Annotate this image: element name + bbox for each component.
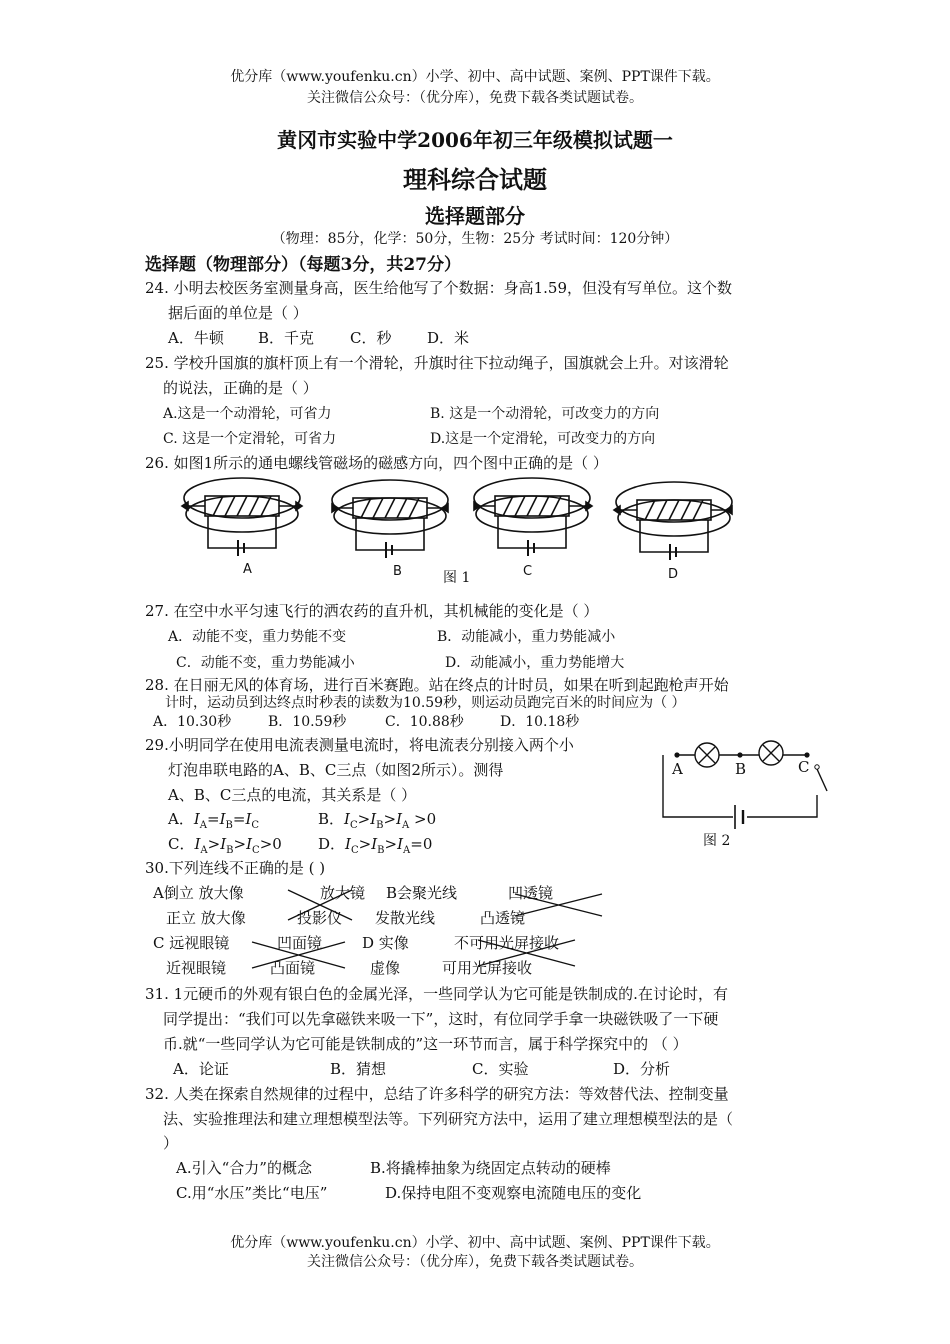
q29-option-b: B．$I_C>I_B>I_A >0$ [318, 810, 437, 831]
q28-option-c: C．10.88秒 [385, 714, 464, 730]
q32-line-2: 法、实验推理法和建立理想模型法等。下列研究方法中，运用了建立理想模型法的是（ [163, 1110, 734, 1128]
q24-line-2: 据后面的单位是（ ） [168, 304, 308, 322]
q32-option-a: A.引入“合力”的概念 [176, 1159, 312, 1177]
header-line-2: 关注微信公众号：（优分库），免费下载各类试题试卷。 [307, 90, 643, 106]
q30-r1-c: B会聚光线 [386, 884, 458, 902]
fig1-label-d: D [668, 567, 679, 582]
q31-option-c: C．实验 [472, 1060, 529, 1078]
q30-r2-d: 凸透镜 [480, 909, 526, 927]
q32-option-c: C.用“水压”类比“电压” [176, 1184, 328, 1202]
fig1-caption: 图 1 [443, 570, 471, 586]
q29-option-d: D．$I_C>I_B>I_A=0$ [318, 835, 433, 856]
q28-option-b: B．10.59秒 [268, 714, 347, 730]
q30-r1-d: 凹透镜 [508, 884, 554, 902]
q26-line-1: 26. 如图1所示的通电螺线管磁场的磁感方向，四个图中正确的是（ ） [145, 454, 608, 472]
q24-line-1: 24. 小明去校医务室测量身高，医生给他写了个数据：身高1.59，但没有写单位。这个数 [145, 279, 733, 297]
q27-option-c: C．动能不变，重力势能减小 [176, 655, 355, 671]
q29-line-1: 29.小明同学在使用电流表测量电流时，将电流表分别接入两个小 [145, 736, 574, 754]
q25-line-1: 25. 学校升国旗的旗杆顶上有一个滑轮，升旗时往下拉动绳子，国旗就会上升。对该滑轮 [145, 354, 729, 372]
q24-option-c: C．秒 [350, 329, 392, 347]
header-line-1: 优分库（www.youfenku.cn）小学、初中、高中试题、案例、PPT课件下载。 [230, 69, 720, 85]
q29-line-3: A、B、C三点的电流，其关系是（ ） [168, 786, 417, 804]
q29-option-c: C．$I_A>I_B>I_C>0$ [168, 835, 282, 856]
q27-line-1: 27. 在空中水平匀速飞行的洒农药的直升机，其机械能的变化是（ ） [145, 602, 599, 620]
q31-line-3: 币.就“一些同学认为它可能是铁制成的”这一环节而言，属于科学探究中的 （ ） [163, 1035, 688, 1053]
fig2-point-b: B [735, 760, 747, 778]
q30-r3-c: D 实像 [362, 934, 409, 952]
q31-line-2: 同学提出：“我们可以先拿磁铁来吸一下”，这时，有位同学手拿一块磁铁吸了一下硬 [163, 1010, 719, 1028]
fig2-point-c: C [798, 758, 810, 776]
q30-r1-a: A倒立 放大像 [153, 884, 244, 902]
q30-r2-c: 发散光线 [375, 909, 436, 927]
q29-option-a: A．$I_A=I_B=I_C$ [168, 810, 260, 831]
q27-option-d: D．动能减小，重力势能增大 [445, 655, 625, 671]
part-title: 选择题部分 [425, 204, 525, 228]
section-heading: 选择题（物理部分）（每题3分，共27分） [145, 255, 461, 275]
q27-option-b: B．动能减小，重力势能减小 [437, 629, 616, 645]
q32-option-d: D.保持电阻不变观察电流随电压的变化 [385, 1184, 642, 1202]
q30-r4-d: 可用光屏接收 [442, 959, 533, 977]
q30-line-1: 30.下列连线不正确的是 ( ) [145, 859, 326, 877]
q32-line-3: ） [163, 1134, 179, 1152]
footer-line-2: 关注微信公众号：（优分库），免费下载各类试题试卷。 [307, 1254, 643, 1270]
q28-option-d: D．10.18秒 [500, 714, 580, 730]
q30-r2-b: 投影仪 [297, 909, 343, 927]
q28-option-a: A．10.30秒 [153, 714, 232, 730]
q30-r2-a: 正立 放大像 [166, 909, 246, 927]
q29-line-2: 灯泡串联电路的A、B、C三点（如图2所示）。测得 [168, 761, 504, 779]
q30-r3-d: 不可用光屏接收 [454, 934, 560, 952]
fig1-label-c: C [523, 564, 533, 579]
q32-option-b: B.将撬棒抽象为绕固定点转动的硬棒 [370, 1159, 611, 1177]
q27-option-a: A．动能不变，重力势能不变 [168, 629, 347, 645]
q24-option-a: A．牛顿 [168, 329, 224, 347]
fig1-label-a: A [243, 562, 252, 577]
footer-line-1: 优分库（www.youfenku.cn）小学、初中、高中试题、案例、PPT课件下载。 [230, 1235, 720, 1251]
q32-line-1: 32. 人类在探索自然规律的过程中，总结了许多科学的研究方法：等效替代法、控制变量 [145, 1085, 729, 1103]
q31-option-d: D．分析 [613, 1060, 671, 1078]
q25-option-d: D.这是一个定滑轮，可改变力的方向 [430, 431, 656, 447]
q24-option-b: B．千克 [258, 329, 315, 347]
q31-option-a: A．论证 [173, 1060, 229, 1078]
q28-line-1: 28. 在日丽无风的体育场，进行百米赛跑。站在终点的计时员，如果在听到起跑枪声开始 [145, 676, 729, 694]
q30-r4-b: 凸面镜 [270, 959, 316, 977]
q28-line-2: 计时，运动员到达终点时秒表的读数为10.59秒，则运动员跑完百米的时间应为（ ） [165, 695, 686, 711]
q30-r4-c: 虚像 [370, 959, 401, 977]
q25-option-b: B. 这是一个动滑轮，可改变力的方向 [430, 406, 660, 422]
q30-r3-b: 凹面镜 [277, 934, 323, 952]
q25-line-2: 的说法，正确的是（ ） [163, 379, 318, 397]
fig2-caption: 图 2 [703, 833, 731, 849]
score-info: （物理：85分，化学：50分，生物：25分 考试时间：120分钟） [271, 231, 679, 247]
q31-line-1: 31. 1元硬币的外观有银白色的金属光泽，一些同学认为它可能是铁制成的.在讨论时，有 [145, 985, 728, 1003]
q25-option-c: C. 这是一个定滑轮，可省力 [163, 431, 337, 447]
fig2-point-a: A [672, 760, 683, 778]
q30-r4-a: 近视眼镜 [166, 959, 227, 977]
fig1-label-b: B [393, 564, 402, 579]
q25-option-a: A.这是一个动滑轮，可省力 [163, 406, 332, 422]
q31-option-b: B．猜想 [330, 1060, 387, 1078]
q24-option-d: D．米 [427, 329, 470, 347]
exam-title: 黄冈市实验中学2006年初三年级模拟试题一 [277, 128, 673, 152]
q30-r1-b: 放大镜 [320, 884, 366, 902]
q30-r3-a: C 远视眼镜 [153, 934, 230, 952]
subject-title: 理科综合试题 [403, 165, 547, 194]
